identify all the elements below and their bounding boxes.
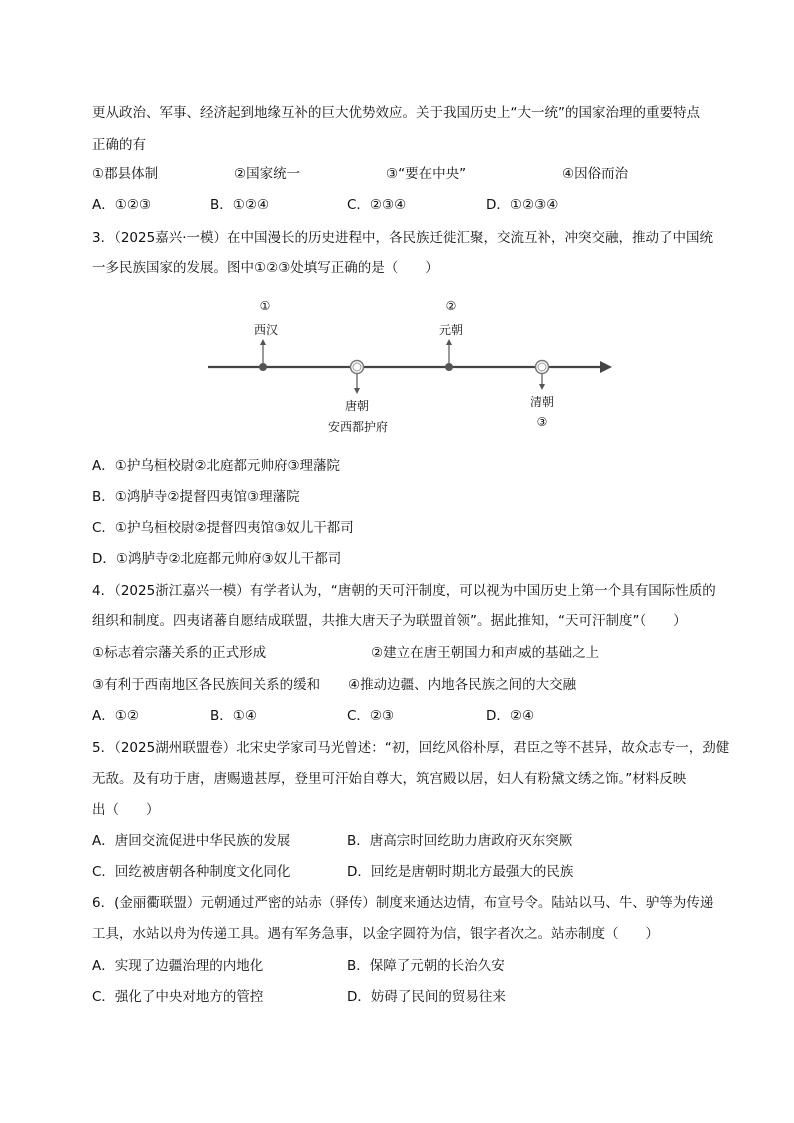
q4-item-4: ④推动边疆、内地各民族之间的大交融 [348,677,577,693]
timeline-top1-label: 西汉 [253,323,279,337]
q5-option-d: D．回纥是唐朝时期北方最强大的民族 [347,864,574,880]
q3-option-c: C．①护乌桓校尉②提督四夷馆③奴儿干都司 [92,520,354,536]
timeline-dot-top-1 [259,363,267,371]
timeline-diagram [0,290,794,440]
q2-option-a: A．①②③ [92,197,152,213]
q5-option-b: B．唐高宗时回纥助力唐政府灭东突厥 [347,833,573,849]
q4-option-a: A．①② [92,708,139,724]
q2-stem-line2: 正确的有 [92,137,146,153]
q5-stem-line2: 无敌。及有功于唐，唐赐遗甚厚，登里可汗始自尊大，筑宫殿以居，妇人有粉黛文绣之饰。”材料反映 [92,771,687,787]
q5-option-a: A．唐回交流促进中华民族的发展 [92,833,291,849]
q2-item-1: ①郡县体制 [92,166,159,182]
timeline-arrowhead [600,361,612,373]
q2-option-b: B．①②④ [210,197,270,213]
q6-option-d: D．妨碍了民间的贸易往来 [347,989,506,1005]
timeline-bot1-label: 唐朝 [344,399,370,413]
timeline-top1-num: ① [259,299,271,313]
q2-item-3: ③“要在中央” [386,166,467,182]
timeline-dot-top-2 [445,363,453,371]
q4-item-2: ②建立在唐王朝国力和声威的基础之上 [371,645,600,661]
q4-option-c: C．②③ [347,708,395,724]
q4-stem-line2: 组织和制度。四夷诸蕃自愿结成联盟，共推大唐天子为联盟首领”。据此推知，“天可汗制度”（ ） [92,613,687,629]
q5-option-c: C．回纥被唐朝各种制度文化同化 [92,864,291,880]
q3-stem-line1: 3．（2025嘉兴·一模）在中国漫长的历史进程中，各民族迁徙汇聚，交流互补，冲突交融，推动了中国统 [92,230,713,246]
q4-option-b: B．①④ [210,708,257,724]
timeline-top2-num: ② [445,299,457,313]
q3-stem-line2: 一多民族国家的发展。图中①②③处填写正确的是（ ） [92,260,439,276]
q4-item-1: ①标志着宗藩关系的正式形成 [92,645,267,661]
timeline-bot1-sub: 安西都护府 [327,420,389,434]
q6-option-b: B．保障了元朝的长治久安 [347,958,505,974]
q2-item-2: ②国家统一 [234,166,301,182]
timeline-top2-label: 元朝 [438,323,464,337]
q4-stem-line1: 4．（2025浙江嘉兴一模）有学者认为，“唐朝的天可汗制度，可以视为中国历史上第一个具有国际性质的 [92,583,716,599]
q3-option-b: B．①鸿胪寺②提督四夷馆③理藩院 [92,489,300,505]
q2-option-d: D．①②③④ [486,197,559,213]
q6-stem-line2: 工具，水站以舟为传递工具。遇有军务急事，以金字圆符为信，银字者次之。站赤制度（ ） [92,926,659,942]
q4-option-d: D．②④ [486,708,535,724]
q6-option-c: C．强化了中央对地方的管控 [92,989,264,1005]
q4-item-3: ③有利于西南地区各民族间关系的缓和 [92,677,321,693]
q6-stem-line1: 6．(金丽衢联盟）元朝通过严密的站赤（驿传）制度来通达边情，布宣号令。陆站以马、牛、驴等为传递 [92,895,714,911]
q2-item-4: ④因俗而治 [562,166,629,182]
q6-option-a: A．实现了边疆治理的内地化 [92,958,264,974]
q5-stem-line3: 出（ ） [92,802,160,818]
q3-option-d: D．①鸿胪寺②北庭都元帅府③奴儿干都司 [92,551,342,567]
timeline-bot2-num: ③ [536,415,548,429]
q3-option-a: A．①护乌桓校尉②北庭都元帅府③理藩院 [92,458,341,474]
timeline-bot2-label: 清朝 [529,395,555,409]
q5-stem-line1: 5．（2025湖州联盟卷）北宋史学家司马光曾述：“初，回纥风俗朴厚，君臣之等不甚异，故众志专一，劲健 [92,740,730,756]
q2-stem-line1: 更从政治、军事、经济起到地缘互补的巨大优势效应。关于我国历史上“大一统”的国家治理的重要特点 [92,105,700,121]
q2-option-c: C．②③④ [347,197,407,213]
